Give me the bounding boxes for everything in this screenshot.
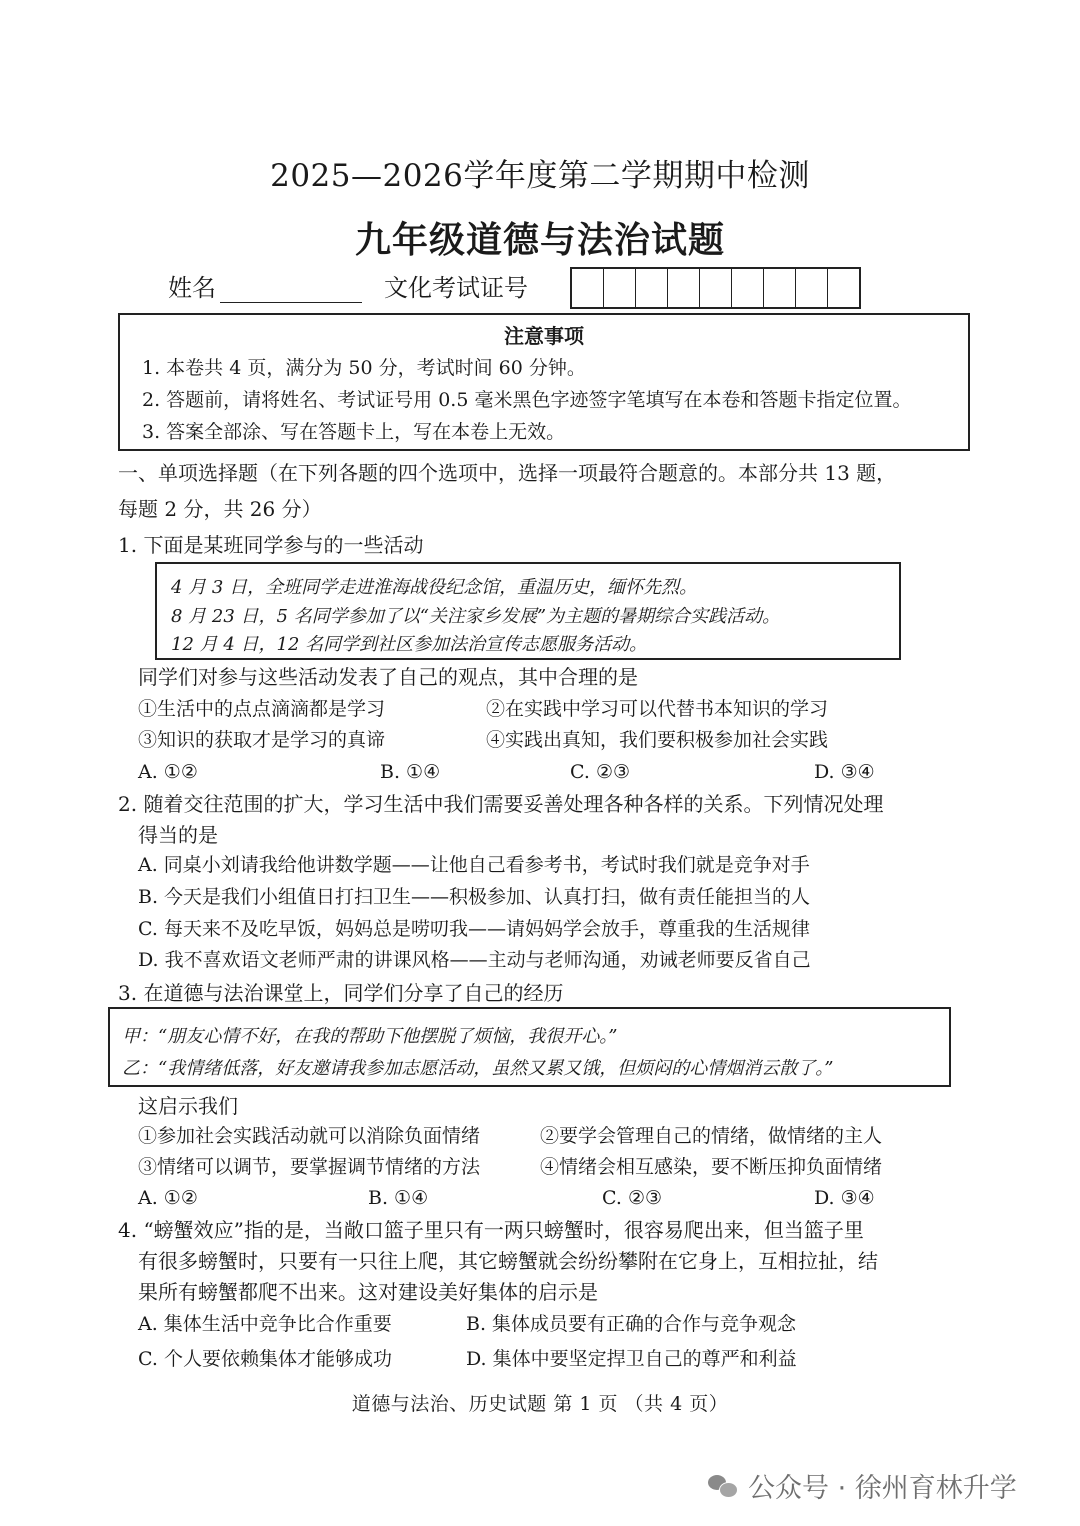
q3-stem: 3. 在道德与法治课堂上，同学们分享了自己的经历 — [118, 981, 564, 1005]
id-label: 文化考试证号 — [384, 274, 528, 302]
watermark — [708, 1466, 1017, 1505]
watermark-text: 公众号 · 徐州育林升学 — [748, 1473, 1017, 1504]
q1-option-c: C. ②③ — [570, 761, 631, 783]
wechat-icon — [708, 1473, 738, 1499]
id-digit-box — [828, 269, 859, 307]
id-digit-box — [700, 269, 732, 307]
q1-material-box — [155, 562, 901, 660]
section-heading: 一、单项选择题（在下列各题的四个选项中，选择一项最符合题意的。本部分共 13 题， — [118, 461, 897, 485]
q2-option-a: A. 同桌小刘请我给他讲数学题——让他自己看参考书，考试时我们就是竞争对手 — [138, 854, 810, 876]
id-digit-box — [604, 269, 636, 307]
q2-option-b: B. 今天是我们小组值日打扫卫生——积极参加、认真打扫，做有责任能担当的人 — [138, 886, 811, 908]
notice-item: 3. 答案全部涂、写在答题卡上，写在本卷上无效。 — [142, 421, 566, 443]
q2-option-c: C. 每天来不及吃早饭，妈妈总是唠叨我——请妈妈学会放手，尊重我的生活规律 — [138, 918, 810, 940]
id-digit-box — [572, 269, 604, 307]
notice-item: 2. 答题前，请将姓名、考试证号用 0.5 毫米黑色字迹签字笔填写在本卷和答题卡指定位置。 — [142, 389, 912, 411]
q3-question: 这启示我们 — [138, 1094, 238, 1118]
q3-option-a: A. ①② — [138, 1187, 198, 1209]
name-label: 姓名 — [168, 274, 216, 302]
q3-material-line: 甲：“朋友心情不好，在我的帮助下他摆脱了烦恼，我很开心。” — [122, 1026, 618, 1047]
q4-option-a: A. 集体生活中竞争比合作重要 — [138, 1313, 392, 1335]
q1-statement: ④实践出真知，我们要积极参加社会实践 — [486, 729, 829, 751]
q1-statement: ③知识的获取才是学习的真谛 — [138, 729, 386, 751]
q4-option-c: C. 个人要依赖集体才能够成功 — [138, 1348, 392, 1370]
name-field — [168, 268, 362, 303]
q3-option-b: B. ①④ — [368, 1187, 429, 1209]
q1-option-b: B. ①④ — [380, 761, 441, 783]
notice-box — [118, 313, 970, 451]
id-digit-box — [796, 269, 828, 307]
notice-item: 1. 本卷共 4 页，满分为 50 分，考试时间 60 分钟。 — [142, 357, 586, 379]
name-blank — [220, 276, 362, 303]
id-digit-box — [668, 269, 700, 307]
q1-statement: ②在实践中学习可以代替书本知识的学习 — [486, 698, 829, 720]
q2-option-d: D. 我不喜欢语文老师严肃的讲课风格——主动与老师沟通，劝诫老师要反省自己 — [138, 949, 811, 971]
q1-statement: ①生活中的点点滴滴都是学习 — [138, 698, 386, 720]
q1-material-line: 8 月 23 日，5 名同学参加了以“关注家乡发展”为主题的暑期综合实践活动。 — [171, 606, 781, 627]
q3-material-box — [108, 1007, 951, 1087]
q4-option-d: D. 集体中要坚定捍卫自己的尊严和利益 — [466, 1348, 797, 1370]
q1-material-line: 12 月 4 日，12 名同学到社区参加法治宣传志愿服务活动。 — [171, 634, 648, 655]
id-digit-box — [732, 269, 764, 307]
q3-option-c: C. ②③ — [602, 1187, 663, 1209]
q3-statement: ④情绪会相互感染，要不断压抑负面情绪 — [540, 1156, 883, 1178]
q4-stem: 果所有螃蟹都爬不出来。这对建设美好集体的启示是 — [138, 1280, 598, 1304]
q4-option-b: B. 集体成员要有正确的合作与竞争观念 — [466, 1313, 797, 1335]
section-heading: 每题 2 分，共 26 分） — [118, 497, 322, 521]
exam-subtitle: 九年级道德与法治试题 — [354, 219, 725, 261]
q3-option-d: D. ③④ — [814, 1187, 875, 1209]
q1-option-a: A. ①② — [138, 761, 198, 783]
q4-stem: 4. “螃蟹效应”指的是，当敞口篮子里只有一两只螃蟹时，很容易爬出来，但当篮子里 — [118, 1218, 864, 1242]
q2-stem: 得当的是 — [138, 823, 218, 847]
q1-question: 同学们对参与这些活动发表了自己的观点，其中合理的是 — [138, 665, 638, 689]
q3-statement: ③情绪可以调节，要掌握调节情绪的方法 — [138, 1156, 481, 1178]
q1-material-line: 4 月 3 日，全班同学走进淮海战役纪念馆，重温历史，缅怀先烈。 — [171, 577, 698, 598]
q1-stem: 1. 下面是某班同学参与的一些活动 — [118, 533, 424, 557]
id-digit-box — [636, 269, 668, 307]
q2-stem: 2. 随着交往范围的扩大，学习生活中我们需要妥善处理各种各样的关系。下列情况处理 — [118, 792, 884, 816]
q4-stem: 有很多螃蟹时，只要有一只往上爬，其它螃蟹就会纷纷攀附在它身上，互相拉扯，结 — [138, 1249, 878, 1273]
exam-title: 2025—2026学年度第二学期期中检测 — [270, 158, 810, 194]
q1-option-d: D. ③④ — [814, 761, 875, 783]
id-digit-box — [764, 269, 796, 307]
notice-title: 注意事项 — [504, 324, 584, 348]
q3-statement: ①参加社会实践活动就可以消除负面情绪 — [138, 1125, 481, 1147]
q3-statement: ②要学会管理自己的情绪，做情绪的主人 — [540, 1125, 883, 1147]
page-footer: 道德与法治、历史试题 第 1 页 （共 4 页） — [351, 1393, 729, 1415]
id-number-boxes — [570, 267, 861, 309]
q3-material-line: 乙：“我情绪低落，好友邀请我参加志愿活动，虽然又累又饿，但烦闷的心情烟消云散了。” — [122, 1058, 834, 1079]
